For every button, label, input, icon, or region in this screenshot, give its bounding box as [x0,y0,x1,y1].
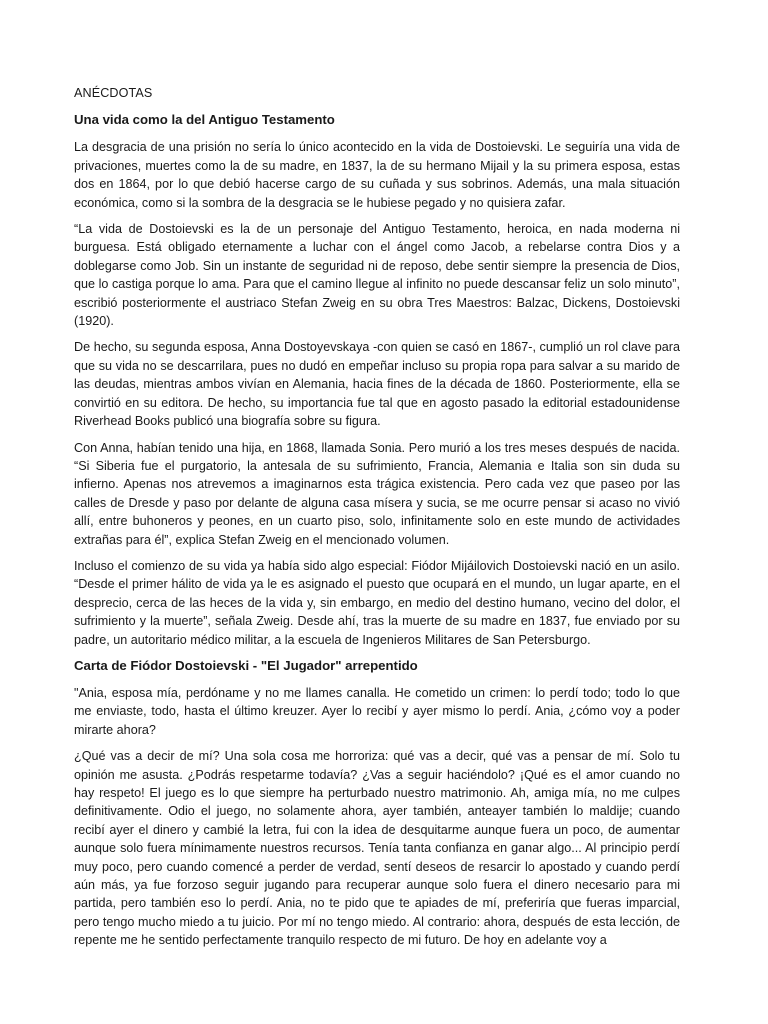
paragraph: "Ania, esposa mía, perdóname y no me llames canalla. He cometido un crimen: lo perdí todo; todo lo que me enviaste, todo, hasta el último kreuzer. Ayer lo recibí y ayer mismo lo perdí. Ania, ¿cómo voy a poder mirarte ahora? [74,685,680,737]
paragraph: Incluso el comienzo de su vida ya había sido algo especial: Fiódor Mijáilovich Dostoievski nació en un asilo. “Desde el primer hálito de vida ya le es asignado el puesto que ocupará en el mundo, un lugar aparte, en el desprecio, cerca de las heces de la vida y, sin embargo, en medio del destino humano, vecino del dolor, el sufrimiento y la muerte”, señala Zweig. Desde ahí, tras la muerte de su madre en 1837, fue enviado por su padre, un autoritario médico militar, a la escuela de Ingenieros Militares de San Petersburgo. [74,558,680,647]
paragraph: Con Anna, habían tenido una hija, en 1868, llamada Sonia. Pero murió a los tres meses después de nacida. “Si Siberia fue el purgatorio, la antesala de su sufrimiento, Francia, Alemania e Italia son sin duda su infierno. Apenas nos atrevemos a imaginarnos esta trágica existencia. Pero cada vez que paseo por las calles de Dresde y paso por delante de alguna casa mísera y sucia, se me ocurre pensar si acaso no vivió allí, entre buhoneros y peones, en un cuarto piso, solo, infinitamente solo en este mundo de actividades extrañas para él”, explica Stefan Zweig en el mencionado volumen. [74,440,680,547]
heading-old-testament-life: Una vida como la del Antiguo Testamento [74,112,335,128]
paragraph: “La vida de Dostoievski es la de un personaje del Antiguo Testamento, heroica, en nada moderna ni burguesa. Está obligado eternamente a luchar con el ángel como Jacob, a rebelarse contra Dios y a doblegarse como Job. Sin un instante de seguridad ni de reposo, debe sentir siempre la presencia de Dios, que lo castiga porque lo ama. Para que el camino llegue al infinito no puede descansar feliz un solo minuto”, escribió posteriormente el austriaco Stefan Zweig en su obra Tres Maestros: Balzac, Dickens, Dostoievski (1920). [74,222,680,329]
heading-letter-gambler: Carta de Fiódor Dostoievski - "El Jugador" arrepentido [74,657,418,673]
document-body [74,84,680,958]
section-label: ANÉCDOTAS [74,86,153,100]
paragraph: La desgracia de una prisión no sería lo único acontecido en la vida de Dostoievski. Le seguiría una vida de privaciones, muertes como la de su madre, en 1837, la de su hermano Mijail y la su primera esposa, estas dos en 1864, por lo que debió hacerse cargo de su cuñada y sus sobrinos. Además, una mala situación económica, como si la sombra de la desgracia se le hubiese pegado y no quisiera zafar. [74,140,680,210]
paragraph: De hecho, su segunda esposa, Anna Dostoyevskaya -con quien se casó en 1867-, cumplió un rol clave para que su vida no se descarrilara, pues no dudó en empeñar incluso su propia ropa para salvar a su marido de las deudas, mientras ambos vivían en Alemania, hacia fines de la década de 1860. Posteriormente, ella se convirtió en su editora. De hecho, su importancia fue tal que en agosto pasado la editorial estadounidense Riverhead Books publicó una biografía sobre su figura. [74,340,680,429]
paragraph: ¿Qué vas a decir de mí? Una sola cosa me horroriza: qué vas a decir, qué vas a pensar de mí. Solo tu opinión me asusta. ¿Podrás respetarme todavía? ¿Vas a seguir haciéndolo? ¡Qué es el amor cuando no hay respeto! El juego es lo que siempre ha perturbado nuestro matrimonio. Ah, amiga mía, no me culpes definitivamente. Odio el juego, no solamente ahora, ayer también, anteayer también lo maldije; cuando recibí ayer el dinero y cambié la letra, fui con la idea de desquitarme aunque fuera un poco, de aumentar aunque solo fuera mínimamente nuestros recursos. Tenía tanta confianza en ganar algo... Al principio perdí muy poco, pero cuando comencé a perder de verdad, sentí deseos de resarcir lo apostado y cuando perdí aún más, ya fue forzoso seguir jugando para recuperar aunque solo fuera el dinero necesario para mi partida, pero también eso lo perdí. Ania, no te pido que te apiades de mí, preferiría que fueras imparcial, pero tengo mucho miedo a tu juicio. Por mí no tengo miedo. Al contrario: ahora, después de esta lección, de repente me he sentido perfectamente tranquilo respecto de mi futuro. De hoy en adelante voy a [74,749,680,948]
